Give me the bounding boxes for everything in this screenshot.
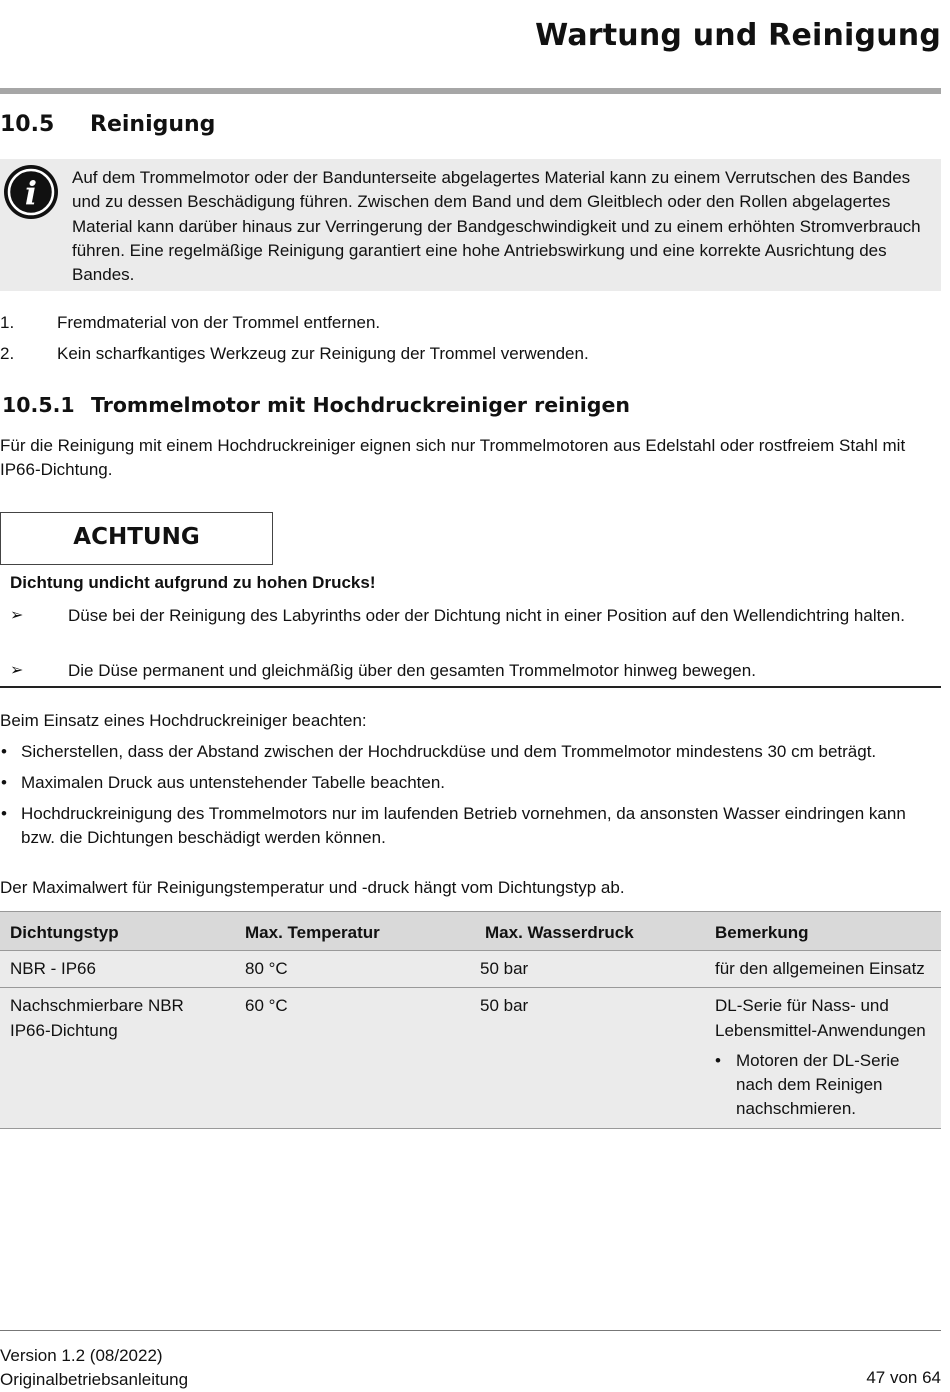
bullet-icon: •	[1, 742, 7, 761]
cell-max-pressure: 50 bar	[470, 951, 705, 988]
column-header: Max. Temperatur	[235, 912, 470, 951]
info-icon	[2, 163, 60, 221]
step-text: Fremdmaterial von der Trommel entfernen.	[57, 313, 381, 332]
warning-divider	[0, 686, 941, 688]
step-text: Kein scharfkantiges Werkzeug zur Reinigung der Trommel verwenden.	[57, 344, 589, 363]
warning-heading: Dichtung undicht aufgrund zu hohen Drucks!	[10, 573, 376, 592]
subsection-intro: Für die Reinigung mit einem Hochdruckreiniger eignen sich nur Trommelmotoren aus Edelstahl oder rostfreiem Stahl mit IP66-Dichtung.	[0, 436, 906, 480]
column-header: Bemerkung	[705, 912, 941, 951]
cell-remark	[705, 988, 941, 1128]
arrow-bullet-icon: ➢	[10, 607, 24, 624]
column-header: Dichtungstyp	[0, 912, 235, 951]
bullet-icon: •	[1, 773, 7, 792]
seal-type-table	[0, 911, 941, 1129]
bullet-icon: •	[715, 1050, 721, 1070]
cell-max-temperature: 60 °C	[235, 988, 470, 1128]
footer-version: Version 1.2 (08/2022)	[0, 1346, 163, 1365]
page-number: 47 von 64	[866, 1368, 941, 1387]
warning-label: ACHTUNG	[73, 524, 200, 550]
header-divider	[0, 88, 941, 94]
cell-seal-type: NBR - IP66	[0, 951, 235, 988]
usage-intro: Beim Einsatz eines Hochdruckreiniger beachten:	[0, 711, 367, 730]
footer-divider	[0, 1330, 941, 1331]
subsection-title: Trommelmotor mit Hochdruckreiniger reinigen	[91, 393, 630, 417]
footer-info	[0, 1344, 188, 1392]
table-row	[0, 951, 941, 988]
cell-seal-type: Nachschmierbare NBR IP66-Dichtung	[0, 988, 235, 1128]
list-item: 2. Kein scharfkantiges Werkzeug zur Reinigung der Trommel verwenden.	[0, 344, 589, 363]
warning-item: ➢ Die Düse permanent und gleichmäßig über den gesamten Trommelmotor hinweg bewegen.	[10, 659, 910, 683]
subsection-number: 10.5.1	[2, 393, 75, 417]
section-number: 10.5	[0, 112, 55, 137]
column-header: Max. Wasserdruck	[470, 912, 705, 951]
arrow-bullet-icon: ➢	[10, 662, 24, 679]
subsection-heading	[2, 393, 630, 417]
cell-remark: für den allgemeinen Einsatz	[705, 951, 941, 988]
warning-item: ➢ Düse bei der Reinigung des Labyrinths oder der Dichtung nicht in einer Position auf den Wellendichtring halten.	[10, 604, 910, 628]
list-item: • Sicherstellen, dass der Abstand zwischen der Hochdruckdüse und dem Trommelmotor mindestens 30 cm beträgt.	[0, 740, 930, 764]
cell-max-temperature: 80 °C	[235, 951, 470, 988]
list-item: • Maximalen Druck aus untenstehender Tabelle beachten.	[0, 771, 930, 795]
cell-max-pressure: 50 bar	[470, 988, 705, 1128]
section-heading	[0, 112, 215, 137]
table-row	[0, 988, 941, 1128]
remark-text: DL-Serie für Nass- und Lebensmittel-Anwendungen	[715, 996, 926, 1040]
table-intro: Der Maximalwert für Reinigungstemperatur und -druck hängt vom Dichtungstyp ab.	[0, 878, 625, 897]
remark-note-list	[715, 1049, 931, 1122]
table-header-row	[0, 912, 941, 951]
info-note-text: Auf dem Trommelmotor oder der Bandunterseite abgelagertes Material kann zu einem Verrutschen des Bandes und zu dessen Beschädigung führen. Zwischen dem Band und dem Gleitblech oder den Rollen abgelagertes Material kann darüber hinaus zur Verringerung der Bandgeschwindigkeit und zu einem erhöhten Stromverbrauch führen. Eine regelmäßige Reinigung garantiert eine hohe Antriebswirkung und eine korrekte Ausrichtung des Bandes.	[72, 168, 921, 285]
svg-text:i: i	[24, 174, 38, 212]
page-header-title: Wartung und Reinigung	[535, 18, 941, 53]
list-item: • Motoren der DL-Serie nach dem Reinigen nachschmieren.	[715, 1050, 900, 1119]
footer-doc-title: Originalbetriebsanleitung	[0, 1370, 189, 1389]
section-title: Reinigung	[90, 112, 216, 137]
list-item: 1. Fremdmaterial von der Trommel entfernen.	[0, 313, 381, 332]
list-item: • Hochdruckreinigung des Trommelmotors nur im laufenden Betrieb vornehmen, da ansonsten Wasser eindringen kann bzw. die Dichtungen beschädigt werden können.	[1, 804, 906, 848]
bullet-icon: •	[1, 804, 7, 823]
